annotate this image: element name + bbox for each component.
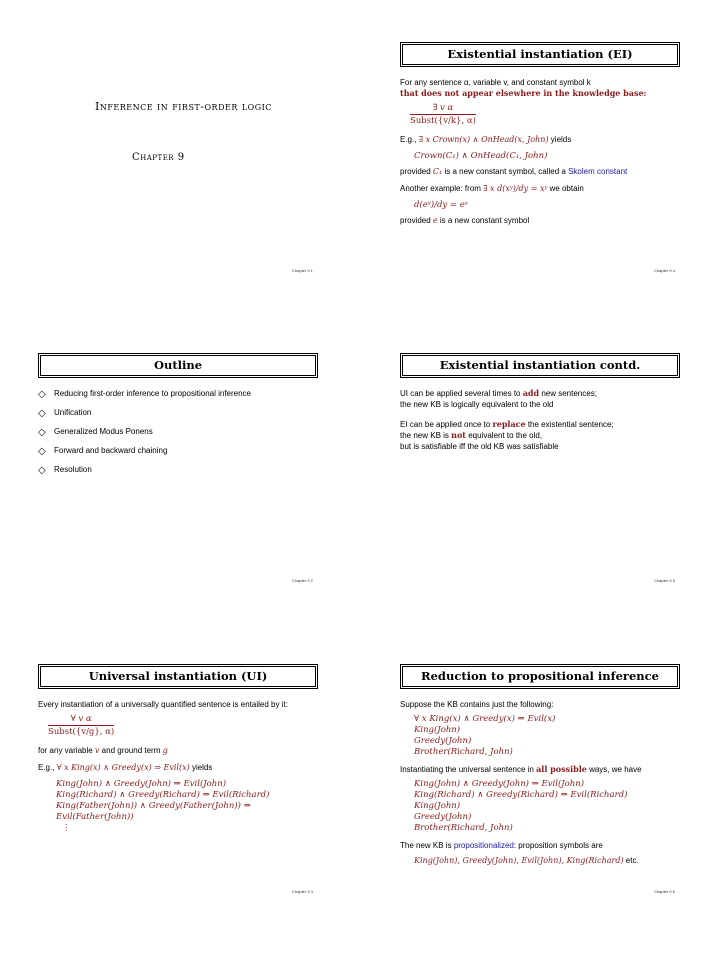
ei2-line1 (400, 388, 690, 399)
formula: e (432, 216, 438, 225)
formula: C₁ (432, 167, 443, 176)
text: E.g., (400, 135, 419, 144)
text: ways, we have (586, 765, 642, 774)
kb-line: King(John) (414, 725, 461, 735)
text: yields (189, 763, 213, 772)
slide-title: Existential instantiation contd. (402, 355, 678, 376)
text: provided (400, 216, 433, 225)
slide-title-box (38, 353, 318, 378)
outline-item-label: Unification (54, 408, 92, 417)
ei2-line5: but is satisfiable iff the old KB was satisfiable (400, 442, 559, 451)
ei-rule (410, 103, 476, 126)
slide-title: Universal instantiation (UI) (40, 666, 316, 687)
kb-line: King(John) (414, 801, 461, 811)
text: provided (400, 167, 433, 176)
text: : proposition symbols are (513, 841, 603, 850)
outline-item (38, 445, 328, 457)
slide-title: Outline (40, 355, 316, 376)
outline-item-label: Forward and backward chaining (54, 446, 168, 455)
rule-denominator: Subst({v/k}, α) (410, 116, 476, 126)
text: Instantiating the universal sentence in (400, 765, 537, 774)
outline-item (38, 464, 328, 476)
ei2-line2: the new KB is logically equivalent to the old (400, 400, 554, 409)
slide-footer: Chapter 9 4 (654, 268, 675, 273)
ei-provided (400, 166, 690, 177)
text: and ground term (99, 746, 163, 755)
slide-reduction (400, 664, 690, 964)
slide-title-box (400, 664, 680, 689)
ei-line2: that does not appear elsewhere in the knowledge base: (400, 88, 647, 98)
slide-footer: Chapter 9 3 (292, 889, 313, 894)
emphasis: replace (492, 419, 526, 429)
ei2-line3 (400, 419, 690, 430)
ui-line1: Every instantiation of a universally quantified sentence is entailed by it: (38, 700, 288, 709)
ui-for (38, 745, 328, 756)
ei-result: Crown(C₁) ∧ OnHead(C₁, John) (414, 151, 548, 161)
reduction-new (400, 840, 690, 851)
rule-denominator: Subst({v/g}, α) (48, 727, 115, 737)
text: is a new constant symbol, called a (442, 167, 569, 176)
formula: ∃ x d(xʸ)/dy = xʸ (483, 184, 548, 193)
ei-line1: For any sentence α, variable v, and constant symbol k (400, 78, 591, 87)
slide-title-box (400, 353, 680, 378)
formula: King(John), Greedy(John), Evil(John), King(Richard) (414, 856, 624, 865)
slide-ei (400, 42, 690, 342)
rule-numerator: ∀ v α (48, 714, 114, 726)
propositionalized-term: propositionalized (453, 841, 514, 850)
outline-item (38, 407, 328, 419)
text: etc. (623, 856, 639, 865)
outline-item-label: Resolution (54, 465, 92, 474)
text: new sentences; (539, 389, 597, 398)
kb-line: Brother(Richard, John) (414, 823, 513, 833)
slide-title: Existential instantiation (EI) (402, 44, 678, 65)
slide-ui (38, 664, 328, 964)
slide-title-box (400, 42, 680, 67)
text: for any variable (38, 746, 95, 755)
text: EI can be applied once to (400, 420, 493, 429)
diamond-icon: ◇ (38, 408, 46, 419)
slide-cover (30, 38, 320, 338)
rule-numerator: ∃ v α (410, 103, 476, 115)
ei-provided2 (400, 215, 690, 226)
diamond-icon: ◇ (38, 427, 46, 438)
text: E.g., (38, 763, 57, 772)
slide-ei-contd (400, 353, 690, 653)
ui-result-line: ⋮ (62, 823, 71, 833)
formula: g (162, 746, 168, 755)
kb-line: Greedy(John) (414, 736, 472, 746)
outline-item-label: Generalized Modus Ponens (54, 427, 153, 436)
ui-example (38, 762, 328, 773)
diamond-icon: ◇ (38, 465, 46, 476)
reduction-kb2 (414, 779, 690, 834)
emphasis: all possible (536, 764, 587, 774)
reduction-kb (414, 714, 690, 758)
text: we obtain (547, 184, 584, 193)
kb-line: ∀ x King(x) ∧ Greedy(x) ⇒ Evil(x) (414, 714, 556, 724)
kb-line: Greedy(John) (414, 812, 472, 822)
outline-item (38, 426, 328, 438)
ui-results (56, 779, 328, 834)
text: the new KB is (400, 431, 452, 440)
slide-footer: Chapter 9 1 (292, 268, 313, 273)
cover-chapter: Chapter 9 (132, 152, 185, 163)
kb-line: King(John) ∧ Greedy(John) ⇒ Evil(John) (414, 779, 585, 789)
skolem-term: Skolem constant (568, 167, 628, 176)
reduction-line1: Suppose the KB contains just the following: (400, 700, 554, 709)
diamond-icon: ◇ (38, 446, 46, 457)
ui-result-line: King(Father(John)) ∧ Greedy(Father(John)) ⇒ Evil(Father(John)) (56, 801, 251, 822)
slide-footer: Chapter 9 2 (292, 578, 313, 583)
ui-rule (48, 714, 114, 737)
cover-title: Inference in first-order logic (95, 100, 272, 113)
reduction-symbols (414, 855, 690, 866)
ui-result-line: King(John) ∧ Greedy(John) ⇒ Evil(John) (56, 779, 227, 789)
slide-title: Reduction to propositional inference (402, 666, 678, 687)
text: UI can be applied several times to (400, 389, 523, 398)
text: Another example: from (400, 184, 484, 193)
ei-result2: d(eʸ)/dy = eʸ (414, 200, 468, 210)
ei-another (400, 183, 690, 194)
emphasis: add (522, 388, 540, 398)
slide-title-box (38, 664, 318, 689)
ei-example (400, 134, 690, 145)
formula: v (94, 746, 100, 755)
outline-item-label: Reducing first-order inference to propositional inference (54, 389, 251, 398)
emphasis: not (451, 430, 466, 440)
diamond-icon: ◇ (38, 389, 46, 400)
formula: ∀ x King(x) ∧ Greedy(x) ⇒ Evil(x) (56, 763, 190, 772)
ui-result-line: King(Richard) ∧ Greedy(Richard) ⇒ Evil(Richard) (56, 790, 270, 800)
slide-footer: Chapter 9 6 (654, 889, 675, 894)
ei2-line4 (400, 430, 690, 441)
kb-line: King(Richard) ∧ Greedy(Richard) ⇒ Evil(Richard) (414, 790, 628, 800)
reduction-inst (400, 764, 690, 775)
outline-item (38, 388, 328, 400)
formula: ∃ x Crown(x) ∧ OnHead(x, John) (418, 135, 549, 144)
kb-line: Brother(Richard, John) (414, 747, 513, 757)
text: The new KB is (400, 841, 454, 850)
text: is a new constant symbol (437, 216, 530, 225)
text: the existential sentence; (525, 420, 614, 429)
text: yields (548, 135, 572, 144)
slide-outline (38, 353, 328, 653)
text: equivalent to the old, (466, 431, 543, 440)
slide-footer: Chapter 9 5 (654, 578, 675, 583)
